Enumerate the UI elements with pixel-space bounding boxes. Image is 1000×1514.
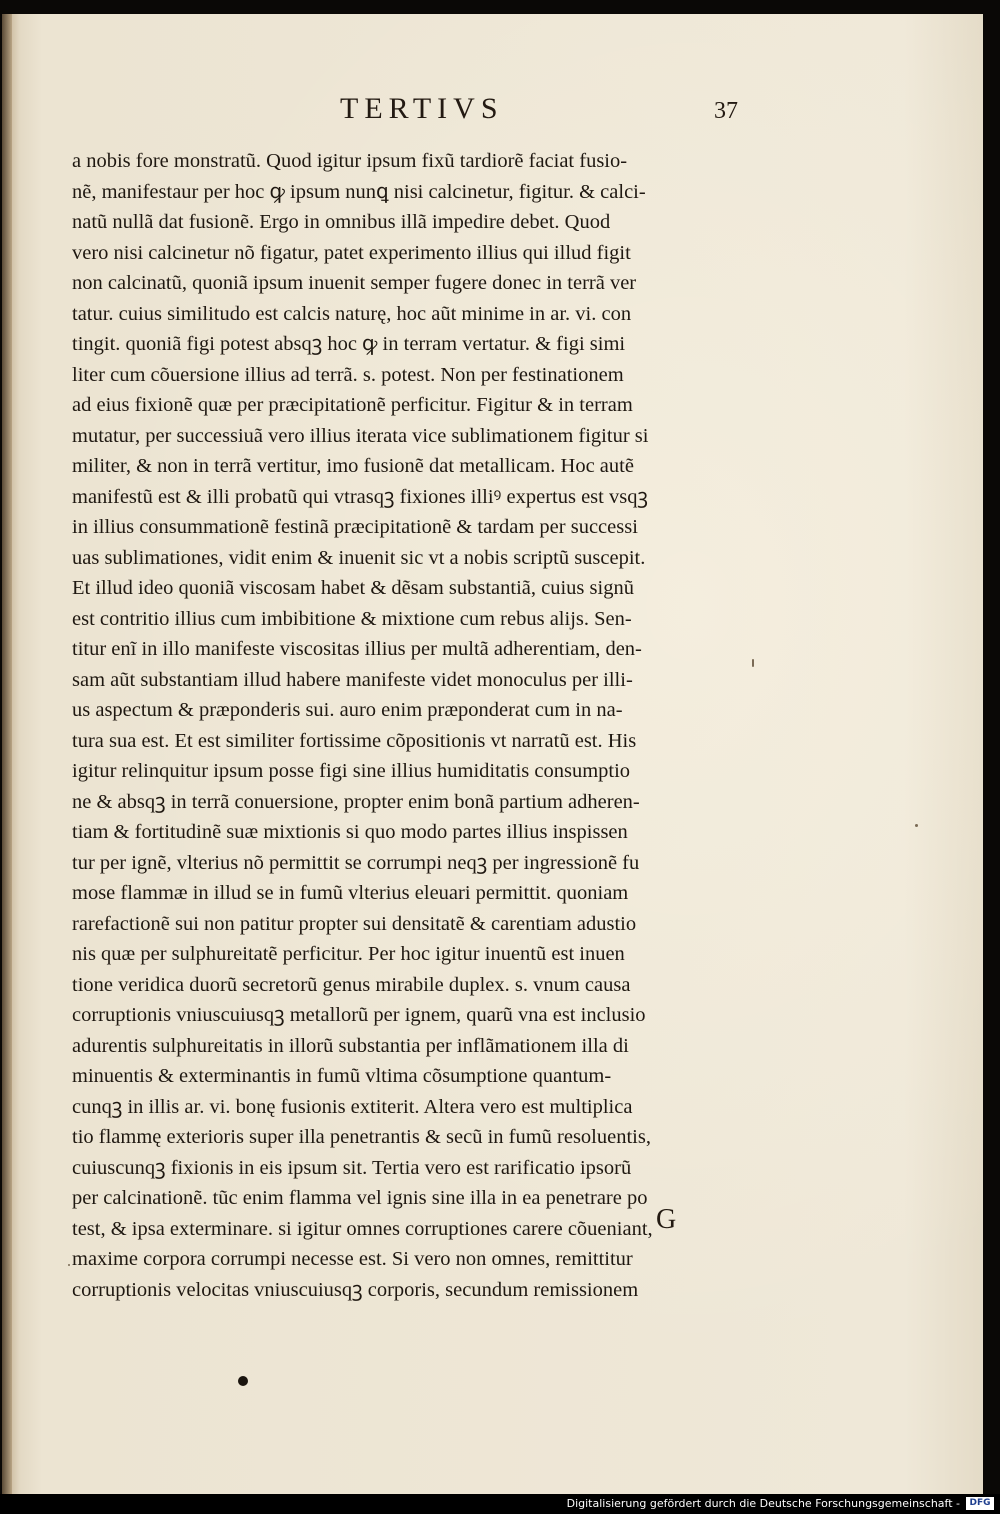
text-line: ne & absqꝫ in terrã conuersione, propter enim bonã partium adheren- (72, 790, 640, 813)
text-line: ad eius fixionẽ quæ per præcipitationẽ perficitur. Figitur & in terram (72, 394, 633, 416)
text-line: tur per ignẽ, vlterius nõ permittit se corrumpi neqꝫ per ingressionẽ fu (72, 851, 640, 874)
page-number: 37 (714, 98, 738, 124)
text-line: tatur. cuius similitudo est calcis naturę, hoc aũt minime in ar. vi. con (72, 302, 632, 325)
text-line: natũ nullã dat fusionẽ. Ergo in omnibus illã impedire debet. Quod (72, 211, 611, 233)
text-line: igitur relinquitur ipsum posse figi sine illius humiditatis consumptio (72, 760, 631, 782)
text-line: uas sublimationes, vidit enim & inuenit sic vt a nobis scriptũ suscepit. (72, 546, 646, 569)
paper-speck (752, 659, 754, 667)
text-line: titur enĩ in illo manifeste viscositas illius per multã adherentiam, den- (72, 638, 642, 660)
text-line: manifestũ est & illi probatũ qui vtrasqꝫ fixiones illiꝰ expertus est vsqꝫ (72, 485, 648, 508)
text-line: Et illud ideo quoniã viscosam habet & dẽsam substantiã, cuius signũ (72, 577, 634, 599)
text-line: adurentis sulphureitatis in illorũ substantia per inflãmationem illa di (72, 1034, 629, 1057)
paper-speck (68, 1264, 70, 1266)
paper-speck (915, 824, 918, 827)
signature-mark: G (656, 1204, 677, 1235)
text-line: nis quæ per sulphureitatẽ perficitur. Per hoc igitur inuentũ est inuen (72, 943, 625, 965)
text-line: tiam & fortitudinẽ suæ mixtionis si quo modo partes illius inspissen (72, 821, 628, 843)
text-line: sam aũt substantiam illud habere manifeste videt monoculus per illi- (72, 668, 633, 691)
text-line: liter cum cõuersione illius ad terrã. s. potest. Non per festinationem (72, 363, 624, 386)
book-page (2, 14, 983, 1494)
ink-blot-icon (238, 1376, 248, 1386)
text-line: corruptionis velocitas vniuscuiusqꝫ corporis, secundum remissionem (72, 1278, 639, 1301)
text-line: maxime corpora corrumpi necesse est. Si vero non omnes, remittitur (72, 1248, 633, 1270)
text-line: rarefactionẽ sui non patitur propter sui densitatẽ & carentiam adustio (72, 912, 637, 935)
funding-credit: Digitalisierung gefördert durch die Deutsche Forschungsgemeinschaft - (566, 1497, 960, 1510)
text-line: in illius consummationẽ festinã præcipitationẽ & tardam per successi (72, 516, 638, 538)
running-head: TERTIVS (340, 92, 504, 125)
text-line: test, & ipsa exterminare. si igitur omnes corruptiones carere cõueniant, (72, 1217, 653, 1240)
digitization-footer (0, 1494, 1000, 1514)
dfg-logo-icon: DFG (966, 1497, 994, 1510)
text-line: tura sua est. Et est similiter fortissime cõpositionis vt narratũ est. His (72, 729, 637, 752)
text-line: cuiuscunqꝫ fixionis in eis ipsum sit. Tertia vero est rarificatio ipsorũ (72, 1156, 632, 1179)
text-line: nẽ, manifestaur per hoc ꝙ ipsum nunꝗ nisi calcinetur, figitur. & calci- (72, 180, 646, 203)
text-line: tio flammę exterioris super illa penetrantis & secũ in fumũ resoluentis, (72, 1126, 651, 1148)
text-line: cunqꝫ in illis ar. vi. bonę fusionis extiterit. Altera vero est multiplica (72, 1095, 633, 1118)
text-line: corruptionis vniuscuiusqꝫ metallorũ per ignem, quarũ vna est inclusio (72, 1004, 646, 1026)
text-line: tione veridica duorũ secretorũ genus mirabile duplex. s. vnum causa (72, 973, 631, 996)
text-line: militer, & non in terrã vertitur, imo fusionẽ dat metallicam. Hoc autẽ (72, 455, 634, 477)
page-gutter-shadow (2, 14, 12, 1494)
text-line: us aspectum & præponderis sui. auro enim præponderat cum in na- (72, 699, 623, 721)
text-line: per calcinationẽ. tũc enim flamma vel ignis sine illa in ea penetrare po (72, 1187, 648, 1209)
text-line: vero nisi calcinetur nõ figatur, patet experimento illius qui illud figit (72, 241, 631, 264)
text-line: est contritio illius cum imbibitione & mixtione cum rebus alijs. Sen- (72, 607, 632, 630)
body-text (72, 146, 772, 1305)
text-line: non calcinatũ, quoniã ipsum inuenit semper fugere donec in terrã ver (72, 272, 637, 294)
text-line: a nobis fore monstratũ. Quod igitur ipsum fixũ tardiorẽ faciat fusio- (72, 150, 628, 172)
text-line: mose flammæ in illud se in fumũ vlterius eleuari permittit. quoniam (72, 882, 629, 904)
text-line: minuentis & exterminantis in fumũ vltima cõsumptione quantum- (72, 1065, 612, 1087)
text-line: tingit. quoniã figi potest absqꝫ hoc ꝙ in terram vertatur. & figi simi (72, 333, 626, 355)
text-line: mutatur, per successiuã vero illius iterata vice sublimationem figitur si (72, 424, 649, 447)
